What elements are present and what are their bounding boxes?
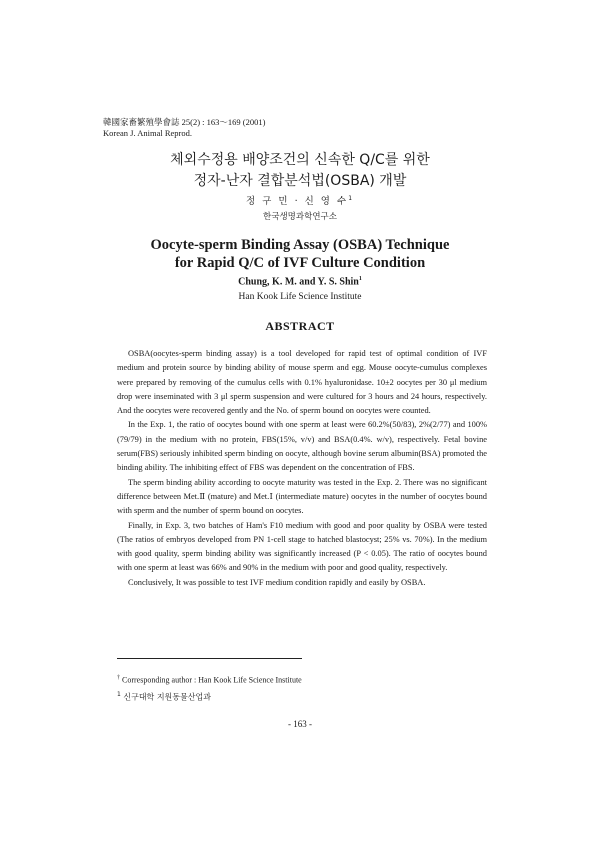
korean-institute: 한국생명과학연구소 <box>263 212 337 222</box>
footnote-text: 신구대학 지원동물산업과 <box>123 692 211 702</box>
abstract-paragraph: Finally, in Exp. 3, two batches of Ham's F10 medium with good and poor quality by OSBA were tested (The ratios of embryos developed from PN 1-cell stage to hatched blastocyst; 25% vs. 70%). In the medium with good quality, sperm binding ability was significantly increased (P < 0.05). The ratio of oocytes bound with one sperm at least was 66% and 90% in the medium with poor and good quality, respectively. <box>117 520 487 573</box>
abstract-heading: ABSTRACT <box>265 319 335 333</box>
journal-citation <box>103 117 265 139</box>
english-institute: Han Kook Life Science Institute <box>238 292 362 302</box>
abstract-paragraph: Conclusively, It was possible to test IVF medium condition rapidly and easily by OSBA. <box>128 577 426 587</box>
korean-author-names: 정 구 민 · 신 영 수 <box>245 196 349 207</box>
journal-line-korean: 韓國家畜繁殖學會誌 25(2) : 163～169 (2001) <box>103 117 266 127</box>
english-author-names: Chung, K. M. and Y. S. Shin <box>238 276 359 288</box>
journal-line-english: Korean J. Animal Reprod. <box>103 128 192 138</box>
abstract-paragraph: The sperm binding ability according to oocyte maturity was tested in the Exp. 2. There was no significant difference between Met.Ⅱ (mature) and Met.Ⅰ (intermediate mature) oocytes in the number of oocytes bound with sperm and the number of sperm bound on oocytes. <box>117 477 487 516</box>
english-authors <box>0 276 600 287</box>
footnote-dagger-mark: † <box>117 675 120 681</box>
korean-author-mark: 1 <box>348 194 355 202</box>
english-title-line2: for Rapid Q/C of IVF Culture Condition <box>174 255 426 271</box>
korean-title <box>0 150 600 192</box>
footnote-divider <box>117 658 302 659</box>
footnote-number-mark: 1 <box>117 691 121 698</box>
footnote-affiliation <box>117 691 211 703</box>
abstract-body <box>117 347 487 590</box>
korean-title-line1: 체외수정용 배양조건의 신속한 Q/C를 위한 <box>170 152 430 168</box>
abstract-paragraph: OSBA(oocytes-sperm binding assay) is a tool developed for rapid test of optimal condition of IVF medium and protein source by binding ability of mouse sperm and egg. Mouse oocyte-cumulus complexes were prepared by removing of the cumulus cells with 0.1% hyaluronidase. 10±2 oocytes per 30 μl medium drop were inseminated with 3 μl sperm suspension and were cultured for 3 hours and 24 hours, respectively. And the oocytes were recovered gently and the No. of sperm bound on oocytes were counted. <box>117 349 487 416</box>
english-author-mark: 1 <box>358 276 362 282</box>
english-title-line1: Oocyte-sperm Binding Assay (OSBA) Technique <box>150 237 450 253</box>
korean-authors <box>0 193 600 207</box>
footnote-text: Corresponding author : Han Kook Life Science Institute <box>122 675 302 685</box>
korean-title-line2: 정자-난자 결합분석법(OSBA) 개발 <box>193 173 407 189</box>
footnote-corresponding-author <box>117 675 302 685</box>
abstract-paragraph: In the Exp. 1, the ratio of oocytes bound with one sperm at least were 60.2%(50/83), 2%(2/77) and 100%(79/79) in the medium with no protein, FBS(15%, v/v) and BSA(0.4%. w/v), respectively. Fetal bovine serum(FBS) seriously inhibited sperm binding on oocyte, although bovine serum albumin(BSA) promoted the binding ability. The inhibiting effect of FBS was dependent on the concentration of FBS. <box>117 420 487 473</box>
page-number: - 163 - <box>288 719 312 729</box>
english-title <box>0 236 600 272</box>
